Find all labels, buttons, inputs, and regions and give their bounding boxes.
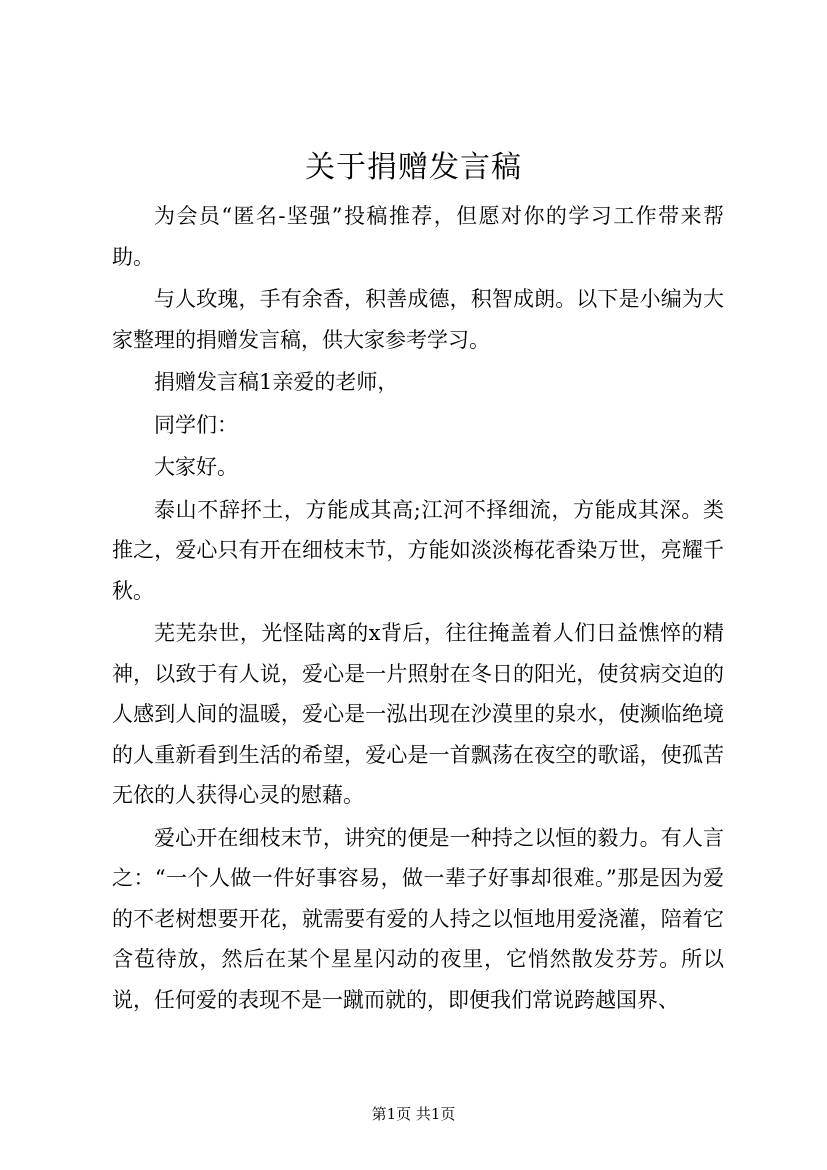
paragraph-salutation: 捐赠发言稿1亲爱的老师， <box>154 370 399 394</box>
document-body <box>112 196 724 1022</box>
paragraph-preface: 与人玫瑰，手有余香，积善成德，积智成朗。以下是小编为大家整理的捐赠发言稿，供大家参考学习。 <box>112 287 724 352</box>
paragraph-perseverance: 爱心开在细枝末节，讲究的便是一种持之以恒的毅力。有人言之：“一个人做一件好事容易，做一辈子好事却很难。”那是因为爱的不老树想要开花，就需要有爱的人持之以恒地用爱浇灌，陪着它含苞待放，然后在某个星星闪动的夜里，它悄然散发芬芳。所以说，任何爱的表现不是一蹴而就的，即便我们常说跨越国界、 <box>112 825 724 1012</box>
paragraph-intro: 为会员“匿名-坚强”投稿推荐，但愿对你的学习工作带来帮助。 <box>112 204 724 269</box>
paragraph-taishan: 泰山不辞抔土，方能成其高;江河不择细流，方能成其深。类推之，爱心只有开在细枝末节，方能如淡淡梅花香染万世，亮耀千秋。 <box>112 497 724 603</box>
document-title: 关于捐赠发言稿 <box>305 150 522 185</box>
paragraph-love-metaphors: 芜芜杂世，光怪陆离的x背后，往往掩盖着人们日益憔悴的精神，以致于有人说，爱心是一片照射在冬日的阳光，使贫病交迫的人感到人间的温暖，爱心是一泓出现在沙漠里的泉水，使濒临绝境的人重新看到生活的希望，爱心是一首飘荡在夜空的歌谣，使孤苦无依的人获得心灵的慰藉。 <box>112 621 724 807</box>
page-number: 第1页 共1页 <box>371 1105 456 1123</box>
paragraph-greeting: 大家好。 <box>154 455 238 479</box>
paragraph-classmates: 同学们： <box>154 412 238 437</box>
page-footer <box>0 1104 827 1124</box>
